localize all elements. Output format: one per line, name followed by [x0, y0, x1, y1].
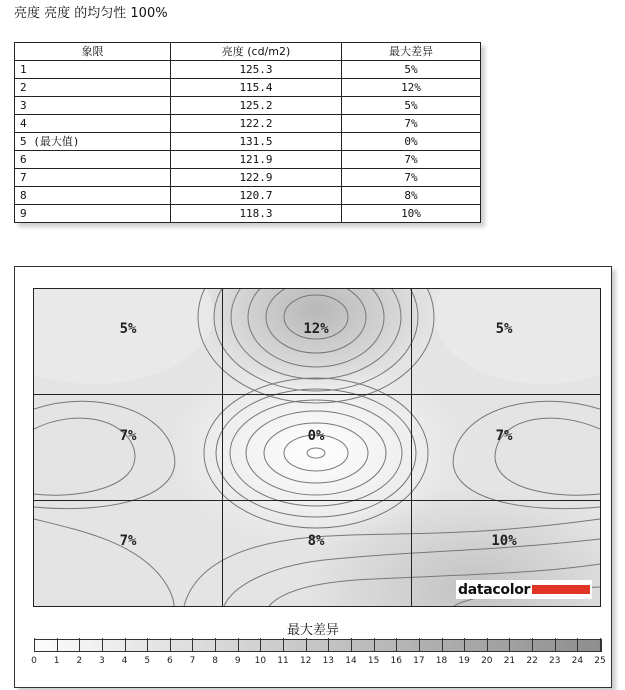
- legend-tick: [532, 638, 533, 651]
- legend-tick: [351, 638, 352, 651]
- uniformity-map: [33, 288, 601, 607]
- legend-tick-label: 24: [571, 656, 584, 666]
- legend-tick: [328, 638, 329, 651]
- legend-tick-label: 12: [299, 656, 312, 666]
- legend-tick: [79, 638, 80, 651]
- uniformity-table: [14, 42, 481, 223]
- legend-tick: [442, 638, 443, 651]
- cell-quadrant: 3: [15, 97, 171, 115]
- legend-tick: [306, 638, 307, 651]
- cell-quadrant: 1: [15, 61, 171, 79]
- legend-tick: [509, 638, 510, 651]
- cell-luminance: 122.2: [171, 115, 342, 133]
- cell-deviation: 8%: [342, 187, 481, 205]
- cell-quadrant: 9: [15, 205, 171, 223]
- cell-quadrant: 5 (最大值): [15, 133, 171, 151]
- legend-tick: [147, 638, 148, 651]
- legend-tick-label: 23: [548, 656, 561, 666]
- table-row: [15, 115, 481, 133]
- table-row: [15, 79, 481, 97]
- table-row: [15, 205, 481, 223]
- legend-tick: [34, 638, 35, 651]
- cell-luminance: 120.7: [171, 187, 342, 205]
- legend-tick-label: 3: [99, 656, 105, 666]
- legend-tick-label: 0: [31, 656, 37, 666]
- cell-deviation: 7%: [342, 169, 481, 187]
- datacolor-logo: [456, 580, 592, 599]
- zone-label-6: 7%: [495, 428, 513, 444]
- legend-tick: [577, 638, 578, 651]
- table-row: [15, 133, 481, 151]
- legend-tick-label: 16: [390, 656, 402, 666]
- zone-label-2: 12%: [303, 321, 329, 337]
- legend-tick: [600, 638, 601, 651]
- header-luminance: 亮度 (cd/m2): [171, 43, 342, 61]
- legend-tick: [238, 638, 239, 651]
- uniformity-table-wrap: [14, 42, 481, 223]
- legend-tick-label: 25: [594, 656, 606, 666]
- legend-tick-label: 22: [526, 656, 538, 666]
- legend-tick-label: 10: [254, 656, 267, 666]
- cell-quadrant: 2: [15, 79, 171, 97]
- legend-tick-label: 13: [322, 656, 335, 666]
- legend-tick: [487, 638, 488, 651]
- legend-tick-label: 9: [234, 656, 241, 666]
- legend-tick-label: 8: [212, 656, 218, 666]
- table-row: [15, 151, 481, 169]
- legend-tick-label: 1: [53, 656, 60, 666]
- legend-tick: [374, 638, 375, 651]
- cell-luminance: 122.9: [171, 169, 342, 187]
- cell-luminance: 118.3: [171, 205, 342, 223]
- cell-quadrant: 6: [15, 151, 171, 169]
- cell-luminance: 121.9: [171, 151, 342, 169]
- cell-deviation: 10%: [342, 205, 481, 223]
- legend-tick-label: 17: [413, 656, 425, 666]
- legend-tick: [102, 638, 103, 651]
- legend-tick-label: 19: [458, 656, 470, 666]
- cell-deviation: 5%: [342, 97, 481, 115]
- zone-label-3: 5%: [495, 321, 513, 337]
- table-row: [15, 169, 481, 187]
- legend-tick-label: 14: [345, 656, 357, 666]
- header-quadrant: 象限: [15, 43, 171, 61]
- legend-tick-label: 20: [481, 656, 493, 666]
- uniformity-chart-panel: [14, 266, 612, 688]
- legend-tick-labels: [31, 656, 606, 670]
- table-row: [15, 97, 481, 115]
- cell-deviation: 7%: [342, 115, 481, 133]
- legend-tick-label: 5: [144, 656, 151, 666]
- zone-label-8: 8%: [307, 533, 325, 549]
- logo-accent-bar: [532, 585, 590, 594]
- cell-quadrant: 8: [15, 187, 171, 205]
- legend-tick: [555, 638, 556, 651]
- legend-tick: [170, 638, 171, 651]
- legend-tick: [57, 638, 58, 651]
- cell-luminance: 125.3: [171, 61, 342, 79]
- legend-tick-label: 7: [189, 656, 196, 666]
- header-deviation: 最大差异: [342, 43, 481, 61]
- legend-tick: [419, 638, 420, 651]
- legend-tick: [396, 638, 397, 651]
- legend-tick-label: 6: [166, 656, 173, 666]
- cell-deviation: 5%: [342, 61, 481, 79]
- legend-tick-label: 11: [277, 656, 289, 666]
- legend-tick: [283, 638, 284, 651]
- cell-deviation: 7%: [342, 151, 481, 169]
- legend-tick: [464, 638, 465, 651]
- zone-label-5: 0%: [307, 428, 325, 444]
- legend-tick: [215, 638, 216, 651]
- legend-tick-label: 21: [503, 656, 516, 666]
- zone-label-9: 10%: [491, 533, 517, 549]
- legend-ticks: [34, 638, 600, 658]
- legend-tick: [260, 638, 261, 651]
- table-header-row: [15, 43, 481, 61]
- cell-luminance: 125.2: [171, 97, 342, 115]
- zone-label-4: 7%: [119, 428, 137, 444]
- table-row: [15, 187, 481, 205]
- legend-tick-label: 18: [435, 656, 448, 666]
- cell-deviation: 12%: [342, 79, 481, 97]
- zone-label-7: 7%: [119, 533, 137, 549]
- cell-quadrant: 4: [15, 115, 171, 133]
- legend-tick: [125, 638, 126, 651]
- legend-tick-label: 2: [76, 656, 83, 666]
- cell-deviation: 0%: [342, 133, 481, 151]
- legend-tick: [192, 638, 193, 651]
- legend-tick-label: 4: [121, 656, 128, 666]
- legend-title: 最大差异: [286, 623, 339, 638]
- table-row: [15, 61, 481, 79]
- cell-quadrant: 7: [15, 169, 171, 187]
- zone-label-1: 5%: [119, 321, 137, 337]
- page-title: 亮度 亮度 的均匀性 100%: [14, 6, 168, 21]
- cell-luminance: 131.5: [171, 133, 342, 151]
- legend-tick-label: 15: [367, 656, 380, 666]
- logo-text: datacolor: [458, 581, 531, 598]
- cell-luminance: 115.4: [171, 79, 342, 97]
